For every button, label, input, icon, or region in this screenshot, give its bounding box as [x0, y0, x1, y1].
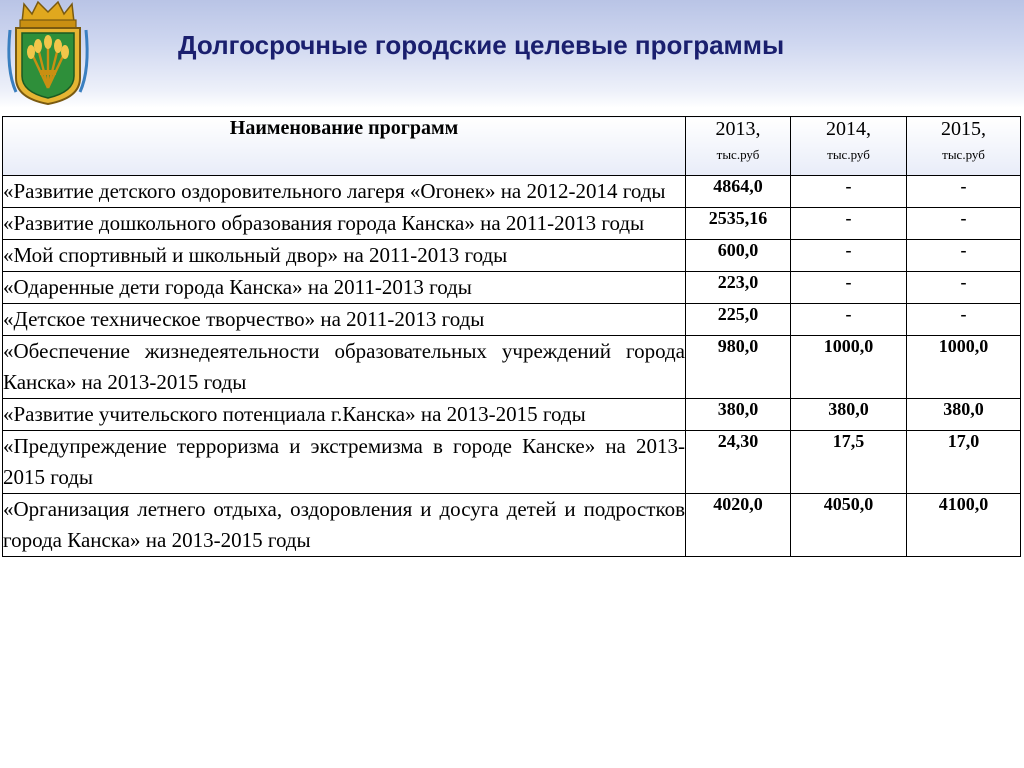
column-header-2015 [907, 117, 1021, 176]
column-year: 2013, [715, 118, 761, 140]
program-name: «Предупреждение терроризма и экстремизма в городе Канске» на 2013-2015 годы [3, 431, 686, 494]
value-2015: 380,0 [907, 399, 1021, 431]
program-name: «Одаренные дети города Канска» на 2011-2013 годы [3, 272, 686, 304]
program-name: «Развитие детского оздоровительного лагеря «Огонек» на 2012-2014 годы [3, 176, 686, 208]
table-row [3, 494, 1021, 557]
slide-header [0, 0, 1024, 108]
table-header-row [3, 117, 1021, 176]
program-name: «Организация летнего отдыха, оздоровления и досуга детей и подростков города Канска» на 2013-2015 годы [3, 494, 686, 557]
value-2015: 4100,0 [907, 494, 1021, 557]
value-2015: - [907, 208, 1021, 240]
table-row [3, 240, 1021, 272]
column-unit: тыс.руб [942, 147, 985, 162]
value-2013: 600,0 [686, 240, 791, 272]
program-name: «Развитие дошкольного образования города Канска» на 2011-2013 годы [3, 208, 686, 240]
program-name: «Детское техническое творчество» на 2011-2013 годы [3, 304, 686, 336]
value-2015: 17,0 [907, 431, 1021, 494]
value-2013: 4864,0 [686, 176, 791, 208]
value-2013: 2535,16 [686, 208, 791, 240]
program-name: «Обеспечение жизнедеятельности образовательных учреждений города Канска» на 2013-2015 годы [3, 336, 686, 399]
value-2015: - [907, 304, 1021, 336]
value-2014: - [791, 304, 907, 336]
column-header-2013 [686, 117, 791, 176]
program-name: «Развитие учительского потенциала г.Канска» на 2013-2015 годы [3, 399, 686, 431]
table-row [3, 336, 1021, 399]
column-year: 2014, [826, 118, 871, 140]
table-row [3, 272, 1021, 304]
value-2015: - [907, 272, 1021, 304]
column-year: 2015, [941, 118, 986, 140]
column-unit: тыс.руб [827, 147, 870, 162]
column-unit: тыс.руб [716, 147, 760, 162]
value-2013: 380,0 [686, 399, 791, 431]
value-2014: - [791, 272, 907, 304]
column-header-name: Наименование программ [3, 117, 686, 176]
program-name: «Мой спортивный и школьный двор» на 2011-2013 годы [3, 240, 686, 272]
value-2013: 225,0 [686, 304, 791, 336]
coat-of-arms-icon [2, 0, 94, 106]
table-row [3, 176, 1021, 208]
value-2013: 223,0 [686, 272, 791, 304]
table-row [3, 431, 1021, 494]
table-row [3, 399, 1021, 431]
value-2013: 24,30 [686, 431, 791, 494]
value-2014: 4050,0 [791, 494, 907, 557]
value-2013: 980,0 [686, 336, 791, 399]
value-2014: 380,0 [791, 399, 907, 431]
value-2015: - [907, 240, 1021, 272]
table-row [3, 304, 1021, 336]
table-row [3, 208, 1021, 240]
value-2014: - [791, 176, 907, 208]
value-2013: 4020,0 [686, 494, 791, 557]
column-header-2014 [791, 117, 907, 176]
value-2015: 1000,0 [907, 336, 1021, 399]
value-2014: - [791, 208, 907, 240]
value-2015: - [907, 176, 1021, 208]
value-2014: 1000,0 [791, 336, 907, 399]
value-2014: - [791, 240, 907, 272]
value-2014: 17,5 [791, 431, 907, 494]
programs-table [2, 116, 1021, 557]
page-title: Долгосрочные городские целевые программы [178, 30, 785, 60]
